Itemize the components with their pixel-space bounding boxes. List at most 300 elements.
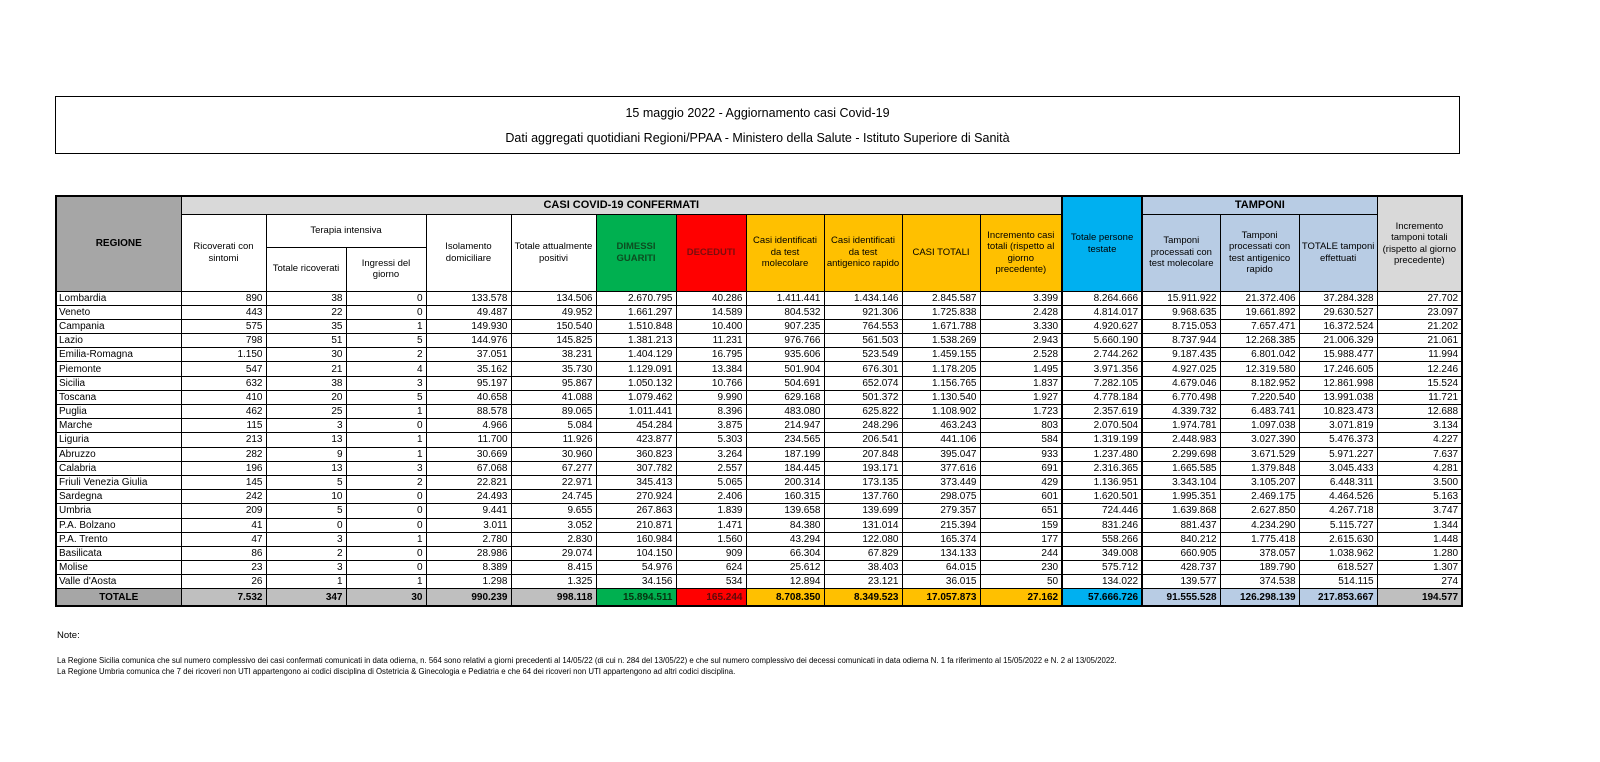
value-cell: 5.115.727: [1299, 518, 1377, 532]
value-cell: 12.894: [746, 575, 824, 589]
value-cell: 0: [346, 305, 426, 319]
value-cell: 11.926: [511, 433, 596, 447]
value-cell: 3.027.390: [1220, 433, 1299, 447]
value-cell: 13.384: [676, 362, 746, 376]
value-cell: 173.135: [824, 475, 902, 489]
region-name-cell: Campania: [56, 319, 181, 333]
value-cell: 270.924: [596, 490, 676, 504]
value-cell: 282: [181, 447, 266, 461]
table-row: [56, 291, 1462, 305]
value-cell: 8.182.952: [1220, 376, 1299, 390]
value-cell: 86: [181, 546, 266, 560]
value-cell: 1.839: [676, 504, 746, 518]
value-cell: 2: [346, 475, 426, 489]
value-cell: 27.702: [1377, 291, 1462, 305]
value-cell: 2.627.850: [1220, 504, 1299, 518]
value-cell: 21: [266, 362, 346, 376]
value-cell: 50: [980, 575, 1062, 589]
value-cell: 5.065: [676, 475, 746, 489]
value-cell: 40.658: [426, 390, 511, 404]
totale-value-cell: 91.555.528: [1142, 589, 1220, 606]
value-cell: 921.306: [824, 305, 902, 319]
value-cell: 1.319.199: [1062, 433, 1142, 447]
value-cell: 5: [266, 504, 346, 518]
value-cell: 5: [346, 390, 426, 404]
value-cell: 1.974.781: [1142, 419, 1220, 433]
value-cell: 2.299.698: [1142, 447, 1220, 461]
value-cell: 8.715.053: [1142, 319, 1220, 333]
totale-value-cell: 217.853.667: [1299, 589, 1377, 606]
value-cell: 0: [266, 518, 346, 532]
value-cell: 187.199: [746, 447, 824, 461]
col-header-casi-molecolare: Casi identificati da test molecolare: [746, 214, 824, 291]
value-cell: 30.669: [426, 447, 511, 461]
value-cell: 20: [266, 390, 346, 404]
value-cell: 3.343.104: [1142, 475, 1220, 489]
value-cell: 2.428: [980, 305, 1062, 319]
value-cell: 37.051: [426, 348, 511, 362]
value-cell: 38.403: [824, 561, 902, 575]
value-cell: 890: [181, 291, 266, 305]
value-cell: 200.314: [746, 475, 824, 489]
col-header-totale-ricoverati: Totale ricoverati: [266, 247, 346, 291]
value-cell: 17.246.605: [1299, 362, 1377, 376]
value-cell: 831.246: [1062, 518, 1142, 532]
value-cell: 1.665.585: [1142, 461, 1220, 475]
col-header-incremento-tamponi: Incremento tamponi totali (rispetto al giorno precedente): [1377, 196, 1462, 291]
totale-value-cell: 27.162: [980, 589, 1062, 606]
value-cell: 36.015: [902, 575, 980, 589]
value-cell: 4: [346, 362, 426, 376]
value-cell: 629.168: [746, 390, 824, 404]
table-row: [56, 305, 1462, 319]
value-cell: 1.136.951: [1062, 475, 1142, 489]
value-cell: 67.277: [511, 461, 596, 475]
value-cell: 547: [181, 362, 266, 376]
value-cell: 0: [346, 490, 426, 504]
value-cell: 1.011.441: [596, 405, 676, 419]
value-cell: 1.434.146: [824, 291, 902, 305]
value-cell: 429: [980, 475, 1062, 489]
totale-value-cell: 165.244: [676, 589, 746, 606]
value-cell: 1.927: [980, 390, 1062, 404]
value-cell: 19.661.892: [1220, 305, 1299, 319]
table-row: [56, 390, 1462, 404]
value-cell: 206.541: [824, 433, 902, 447]
value-cell: 13.991.038: [1299, 390, 1377, 404]
value-cell: 307.782: [596, 461, 676, 475]
value-cell: 11.700: [426, 433, 511, 447]
totale-value-cell: 8.349.523: [824, 589, 902, 606]
table-row: [56, 362, 1462, 376]
value-cell: 5.660.190: [1062, 334, 1142, 348]
region-name-cell: Puglia: [56, 405, 181, 419]
col-header-totale-tamponi: TOTALE tamponi effettuati: [1299, 214, 1377, 291]
value-cell: 3.052: [511, 518, 596, 532]
value-cell: 134.133: [902, 546, 980, 560]
col-header-persone-testate: Totale persone testate: [1062, 196, 1142, 291]
value-cell: 134.506: [511, 291, 596, 305]
region-name-cell: P.A. Trento: [56, 532, 181, 546]
value-cell: 37.284.328: [1299, 291, 1377, 305]
value-cell: 1.156.765: [902, 376, 980, 390]
value-cell: 1.381.213: [596, 334, 676, 348]
totale-value-cell: 126.298.139: [1220, 589, 1299, 606]
value-cell: 2.744.262: [1062, 348, 1142, 362]
value-cell: 724.446: [1062, 504, 1142, 518]
value-cell: 558.266: [1062, 532, 1142, 546]
value-cell: 935.606: [746, 348, 824, 362]
value-cell: 3.875: [676, 419, 746, 433]
value-cell: 881.437: [1142, 518, 1220, 532]
value-cell: 84.380: [746, 518, 824, 532]
value-cell: 22.821: [426, 475, 511, 489]
table-row: [56, 334, 1462, 348]
value-cell: 561.503: [824, 334, 902, 348]
col-header-casi-antigenico: Casi identificati da test antigenico rapido: [824, 214, 902, 291]
value-cell: 30.960: [511, 447, 596, 461]
value-cell: 1.097.038: [1220, 419, 1299, 433]
value-cell: 35.730: [511, 362, 596, 376]
region-name-cell: Calabria: [56, 461, 181, 475]
value-cell: 1.723: [980, 405, 1062, 419]
value-cell: 618.527: [1299, 561, 1377, 575]
value-cell: 651: [980, 504, 1062, 518]
value-cell: 1.495: [980, 362, 1062, 376]
value-cell: 26: [181, 575, 266, 589]
col-header-deceduti: DECEDUTI: [676, 214, 746, 291]
value-cell: 34.156: [596, 575, 676, 589]
value-cell: 1.404.129: [596, 348, 676, 362]
value-cell: 145: [181, 475, 266, 489]
value-cell: 150.540: [511, 319, 596, 333]
col-header-ricoverati-sintomi: Ricoverati con sintomi: [181, 214, 266, 291]
value-cell: 242: [181, 490, 266, 504]
table-row: [56, 575, 1462, 589]
value-cell: 131.014: [824, 518, 902, 532]
value-cell: 428.737: [1142, 561, 1220, 575]
col-header-attualmente-positivi: Totale attualmente positivi: [511, 214, 596, 291]
value-cell: 2: [346, 348, 426, 362]
value-cell: 624: [676, 561, 746, 575]
region-name-cell: Molise: [56, 561, 181, 575]
value-cell: 279.357: [902, 504, 980, 518]
value-cell: 6.483.741: [1220, 405, 1299, 419]
value-cell: 933: [980, 447, 1062, 461]
value-cell: 345.413: [596, 475, 676, 489]
value-cell: 3.971.356: [1062, 362, 1142, 376]
value-cell: 6.770.498: [1142, 390, 1220, 404]
value-cell: 139.577: [1142, 575, 1220, 589]
value-cell: 0: [346, 561, 426, 575]
value-cell: 230: [980, 561, 1062, 575]
region-name-cell: Umbria: [56, 504, 181, 518]
totale-value-cell: 7.532: [181, 589, 266, 606]
value-cell: 423.877: [596, 433, 676, 447]
value-cell: 15.988.477: [1299, 348, 1377, 362]
band-casi-confermati: CASI COVID-19 CONFERMATI: [181, 196, 1062, 214]
value-cell: 189.790: [1220, 561, 1299, 575]
region-name-cell: Lazio: [56, 334, 181, 348]
value-cell: 29.630.527: [1299, 305, 1377, 319]
value-cell: 1.837: [980, 376, 1062, 390]
value-cell: 54.976: [596, 561, 676, 575]
value-cell: 7.220.540: [1220, 390, 1299, 404]
region-name-cell: Veneto: [56, 305, 181, 319]
table-row: [56, 504, 1462, 518]
table-header: [56, 196, 1462, 291]
value-cell: 21.202: [1377, 319, 1462, 333]
value-cell: 625.822: [824, 405, 902, 419]
value-cell: 1.038.962: [1299, 546, 1377, 560]
value-cell: 360.823: [596, 447, 676, 461]
value-cell: 976.766: [746, 334, 824, 348]
value-cell: 3: [266, 532, 346, 546]
value-cell: 9.441: [426, 504, 511, 518]
totale-label-cell: TOTALE: [56, 589, 181, 606]
value-cell: 3.105.207: [1220, 475, 1299, 489]
value-cell: 10.823.473: [1299, 405, 1377, 419]
value-cell: 213: [181, 433, 266, 447]
value-cell: 462: [181, 405, 266, 419]
value-cell: 501.904: [746, 362, 824, 376]
value-cell: 804.532: [746, 305, 824, 319]
value-cell: 2.316.365: [1062, 461, 1142, 475]
value-cell: 1.725.838: [902, 305, 980, 319]
value-cell: 1.129.091: [596, 362, 676, 376]
value-cell: 4.920.627: [1062, 319, 1142, 333]
value-cell: 5: [346, 334, 426, 348]
value-cell: 25: [266, 405, 346, 419]
value-cell: 523.549: [824, 348, 902, 362]
value-cell: 67.068: [426, 461, 511, 475]
region-name-cell: Liguria: [56, 433, 181, 447]
value-cell: 3.071.819: [1299, 419, 1377, 433]
value-cell: 196: [181, 461, 266, 475]
value-cell: 5.476.373: [1299, 433, 1377, 447]
value-cell: 15.524: [1377, 376, 1462, 390]
value-cell: 0: [346, 291, 426, 305]
value-cell: 95.197: [426, 376, 511, 390]
value-cell: 373.449: [902, 475, 980, 489]
table-row: [56, 475, 1462, 489]
value-cell: 1.471: [676, 518, 746, 532]
value-cell: 395.047: [902, 447, 980, 461]
value-cell: 51: [266, 334, 346, 348]
value-cell: 5: [266, 475, 346, 489]
table-row: [56, 518, 1462, 532]
col-header-incremento-casi: Incremento casi totali (rispetto al giorno precedente): [980, 214, 1062, 291]
value-cell: 3.671.529: [1220, 447, 1299, 461]
value-cell: 35.162: [426, 362, 511, 376]
value-cell: 21.061: [1377, 334, 1462, 348]
value-cell: 7.637: [1377, 447, 1462, 461]
value-cell: 2.528: [980, 348, 1062, 362]
value-cell: 149.930: [426, 319, 511, 333]
value-cell: 3.134: [1377, 419, 1462, 433]
value-cell: 2.845.587: [902, 291, 980, 305]
value-cell: 12.861.998: [1299, 376, 1377, 390]
value-cell: 463.243: [902, 419, 980, 433]
value-cell: 38: [266, 376, 346, 390]
note-line-2: La Regione Umbria comunica che 7 dei ricoveri non UTI appartengono ai codici disciplina di Ostetricia & Ginecologia e Pediatria e che 64 dei ricoveri non UTI appartengono ad altri codici disciplina.: [57, 667, 736, 676]
value-cell: 1.459.155: [902, 348, 980, 362]
value-cell: 1.079.462: [596, 390, 676, 404]
value-cell: 5.971.227: [1299, 447, 1377, 461]
value-cell: 47: [181, 532, 266, 546]
col-header-tamponi-antigenico: Tamponi processati con test antigenico rapido: [1220, 214, 1299, 291]
value-cell: 1.150: [181, 348, 266, 362]
value-cell: 2.780: [426, 532, 511, 546]
value-cell: 1.130.540: [902, 390, 980, 404]
value-cell: 575.712: [1062, 561, 1142, 575]
note-line-1: La Regione Sicilia comunica che sul numero complessivo dei casi confermati comunicati in data odierna, n. 564 sono relativi a giorni precedenti al 14/05/22 (di cui n. 284 del 13/05/22) e che sul numero complessivo dei decessi comunicati in data odierna N. 1 fa riferimento al 15/05/2022 e N. 2 al 13/05/2022.: [57, 656, 1117, 665]
value-cell: 764.553: [824, 319, 902, 333]
value-cell: 3.330: [980, 319, 1062, 333]
value-cell: 209: [181, 504, 266, 518]
value-cell: 49.952: [511, 305, 596, 319]
value-cell: 504.691: [746, 376, 824, 390]
table-row: [56, 433, 1462, 447]
band-tamponi: TAMPONI: [1142, 196, 1377, 214]
value-cell: 1: [346, 405, 426, 419]
value-cell: 6.801.042: [1220, 348, 1299, 362]
totale-value-cell: 990.239: [426, 589, 511, 606]
value-cell: 4.679.046: [1142, 376, 1220, 390]
value-cell: 12.688: [1377, 405, 1462, 419]
value-cell: 1.411.441: [746, 291, 824, 305]
value-cell: 1.280: [1377, 546, 1462, 560]
totale-value-cell: 17.057.873: [902, 589, 980, 606]
value-cell: 95.867: [511, 376, 596, 390]
value-cell: 3: [346, 376, 426, 390]
value-cell: 4.234.290: [1220, 518, 1299, 532]
value-cell: 5.303: [676, 433, 746, 447]
value-cell: 483.080: [746, 405, 824, 419]
value-cell: 29.074: [511, 546, 596, 560]
value-cell: 7.657.471: [1220, 319, 1299, 333]
value-cell: 38: [266, 291, 346, 305]
value-cell: 13: [266, 433, 346, 447]
value-cell: 215.394: [902, 518, 980, 532]
value-cell: 12.268.385: [1220, 334, 1299, 348]
value-cell: 11.231: [676, 334, 746, 348]
value-cell: 4.339.732: [1142, 405, 1220, 419]
value-cell: 5.163: [1377, 490, 1462, 504]
totale-value-cell: 347: [266, 589, 346, 606]
value-cell: 244: [980, 546, 1062, 560]
value-cell: 41.088: [511, 390, 596, 404]
value-cell: 9.655: [511, 504, 596, 518]
value-cell: 3.264: [676, 447, 746, 461]
value-cell: 9.990: [676, 390, 746, 404]
value-cell: 1.639.868: [1142, 504, 1220, 518]
value-cell: 501.372: [824, 390, 902, 404]
value-cell: 8.264.666: [1062, 291, 1142, 305]
value-cell: 1.448: [1377, 532, 1462, 546]
value-cell: 0: [346, 419, 426, 433]
col-header-ingressi-giorno: Ingressi del giorno: [346, 247, 426, 291]
value-cell: 652.074: [824, 376, 902, 390]
table-row: [56, 447, 1462, 461]
value-cell: 234.565: [746, 433, 824, 447]
value-cell: 1: [266, 575, 346, 589]
value-cell: 9: [266, 447, 346, 461]
value-cell: 134.022: [1062, 575, 1142, 589]
value-cell: 349.008: [1062, 546, 1142, 560]
value-cell: 8.389: [426, 561, 511, 575]
value-cell: 2.557: [676, 461, 746, 475]
value-cell: 1.661.297: [596, 305, 676, 319]
value-cell: 1.237.480: [1062, 447, 1142, 461]
value-cell: 66.304: [746, 546, 824, 560]
value-cell: 145.825: [511, 334, 596, 348]
value-cell: 9.968.635: [1142, 305, 1220, 319]
value-cell: 8.396: [676, 405, 746, 419]
value-cell: 1: [346, 433, 426, 447]
value-cell: 2.070.504: [1062, 419, 1142, 433]
region-name-cell: Toscana: [56, 390, 181, 404]
value-cell: 24.745: [511, 490, 596, 504]
covid-data-table: [55, 195, 1463, 607]
value-cell: 803: [980, 419, 1062, 433]
value-cell: 378.057: [1220, 546, 1299, 560]
region-name-cell: Piemonte: [56, 362, 181, 376]
value-cell: 210.871: [596, 518, 676, 532]
value-cell: 10.766: [676, 376, 746, 390]
table-body: [56, 291, 1462, 606]
value-cell: 40.286: [676, 291, 746, 305]
value-cell: 214.947: [746, 419, 824, 433]
value-cell: 454.284: [596, 419, 676, 433]
totale-value-cell: 15.894.511: [596, 589, 676, 606]
value-cell: 274: [1377, 575, 1462, 589]
value-cell: 1.108.902: [902, 405, 980, 419]
totale-value-cell: 30: [346, 589, 426, 606]
value-cell: 514.115: [1299, 575, 1377, 589]
value-cell: 4.927.025: [1142, 362, 1220, 376]
value-cell: 1.620.501: [1062, 490, 1142, 504]
value-cell: 43.294: [746, 532, 824, 546]
value-cell: 64.015: [902, 561, 980, 575]
value-cell: 1.560: [676, 532, 746, 546]
col-header-isolamento: Isolamento domiciliare: [426, 214, 511, 291]
value-cell: 2.943: [980, 334, 1062, 348]
value-cell: 1.298: [426, 575, 511, 589]
value-cell: 676.301: [824, 362, 902, 376]
value-cell: 2.830: [511, 532, 596, 546]
value-cell: 377.616: [902, 461, 980, 475]
value-cell: 115: [181, 419, 266, 433]
table-row: [56, 419, 1462, 433]
value-cell: 13: [266, 461, 346, 475]
value-cell: 2.469.175: [1220, 490, 1299, 504]
value-cell: 3.399: [980, 291, 1062, 305]
value-cell: 49.487: [426, 305, 511, 319]
value-cell: 14.589: [676, 305, 746, 319]
value-cell: 3: [266, 561, 346, 575]
report-title: 15 maggio 2022 - Aggiornamento casi Covid-19: [625, 106, 890, 120]
value-cell: 21.372.406: [1220, 291, 1299, 305]
value-cell: 137.760: [824, 490, 902, 504]
value-cell: 0: [346, 504, 426, 518]
value-cell: 193.171: [824, 461, 902, 475]
notes-section: [57, 630, 1537, 677]
value-cell: 691: [980, 461, 1062, 475]
value-cell: 3.500: [1377, 475, 1462, 489]
value-cell: 1.307: [1377, 561, 1462, 575]
value-cell: 4.778.184: [1062, 390, 1142, 404]
